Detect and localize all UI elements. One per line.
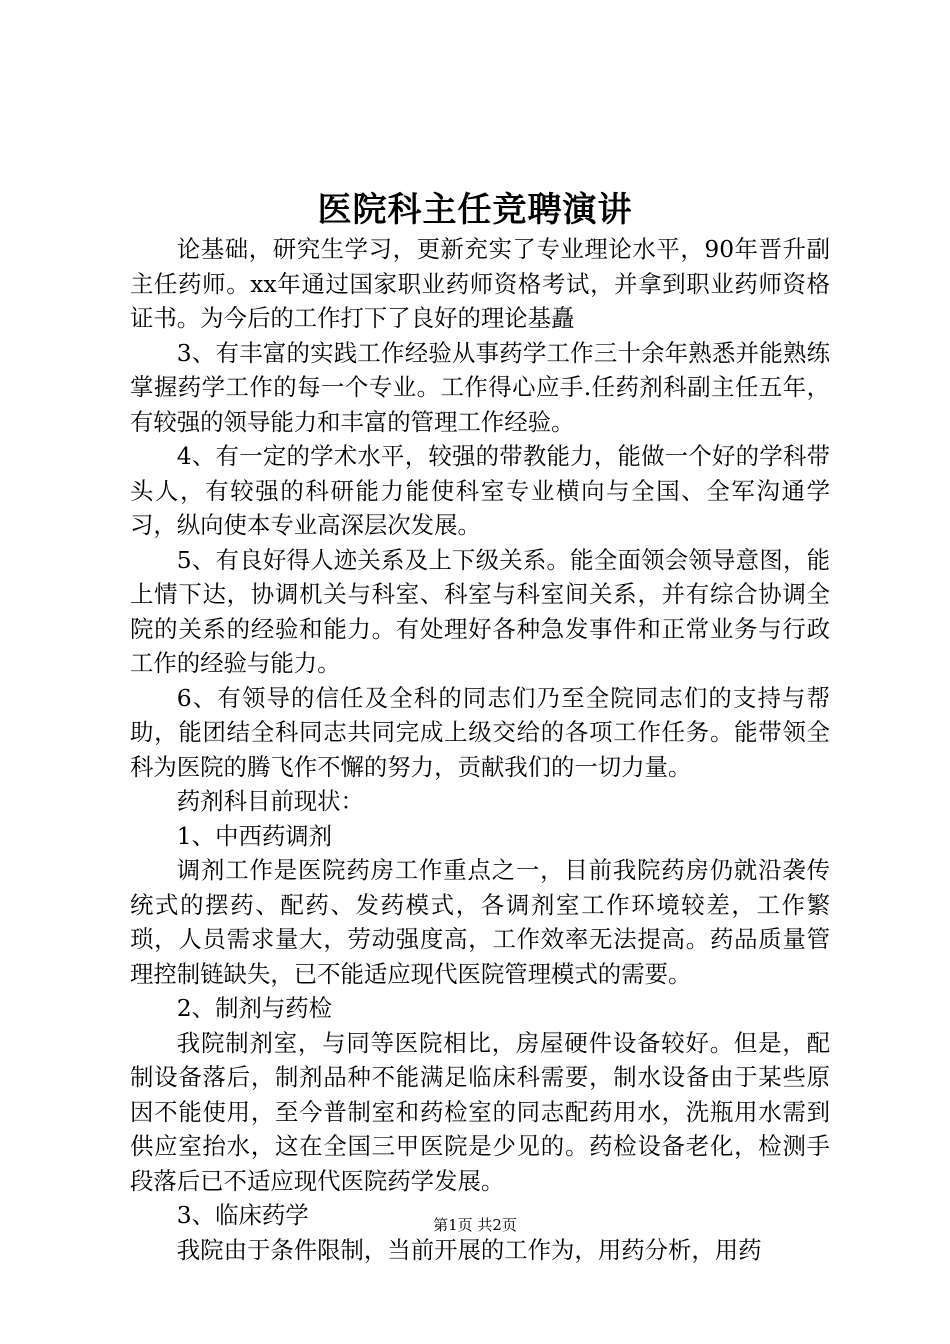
section-heading: 2、制剂与药检 <box>176 994 333 1022</box>
paragraph: 6、有领导的信任及全科的同志们乃至全院同志们的支持与帮助，能团结全科同志共同完成上级交给的各项工作任务。能带领全科为医院的腾飞作不懈的努力，贡献我们的一切力量。 <box>130 683 830 781</box>
page-footer: 第1页 共2页 <box>433 1216 517 1234</box>
section-heading: 3、临床药学 <box>176 1201 309 1229</box>
section-heading: 1、中西药调剂 <box>176 821 333 850</box>
paragraph: 5、有良好得人迹关系及上下级关系。能全面领会领导意图，能上情下达，协调机关与科室、科室与科室间关系，并有综合协调全院的关系的经验和能力。有处理好各种急发事件和正常业务与行政工作的经验与能力。 <box>130 545 830 677</box>
document-body <box>130 232 830 1267</box>
paragraph: 3、有丰富的实践工作经验从事药学工作三十余年熟悉并能熟练掌握药学工作的每一个专业。工作得心应手.任药剂科副主任五年，有较强的领导能力和丰富的管理工作经验。 <box>130 338 830 436</box>
paragraph: 4、有一定的学术水平，较强的带教能力，能做一个好的学科带头人，有较强的科研能力能使科室专业横向与全国、全军沟通学习，纵向使本专业高深层次发展。 <box>130 442 830 539</box>
paragraph: 论基础，研究生学习，更新充实了专业理论水平，90年晋升副主任药师。xx年通过国家职业药师资格考试，并拿到职业药师资格证书。为今后的工作打下了良好的理论基矗 <box>130 235 830 332</box>
document-title: 医院科主任竞聘演讲 <box>317 190 633 230</box>
paragraph: 我院由于条件限制，当前开展的工作为，用药分析，用药 <box>176 1235 762 1264</box>
paragraph: 药剂科目前现状： <box>176 787 364 815</box>
paragraph: 调剂工作是医院药房工作重点之一，目前我院药房仍就沿袭传统式的摆药、配药、发药模式，各调剂室工作环境较差，工作繁琐，人员需求量大，劳动强度高，工作效率无法提高。药品质量管理控制链缺失，已不能适应现代医院管理模式的需要。 <box>130 856 830 988</box>
paragraph: 我院制剂室，与同等医院相比，房屋硬件设备较好。但是，配制设备落后，制剂品种不能满足临床科需要，制水设备由于某些原因不能使用，至今普制室和药检室的同志配药用水，洗瓶用水需到供应室抬水，这在全国三甲医院是少见的。药检设备老化，检测手段落后已不适应现代医院药学发展。 <box>130 1028 830 1195</box>
